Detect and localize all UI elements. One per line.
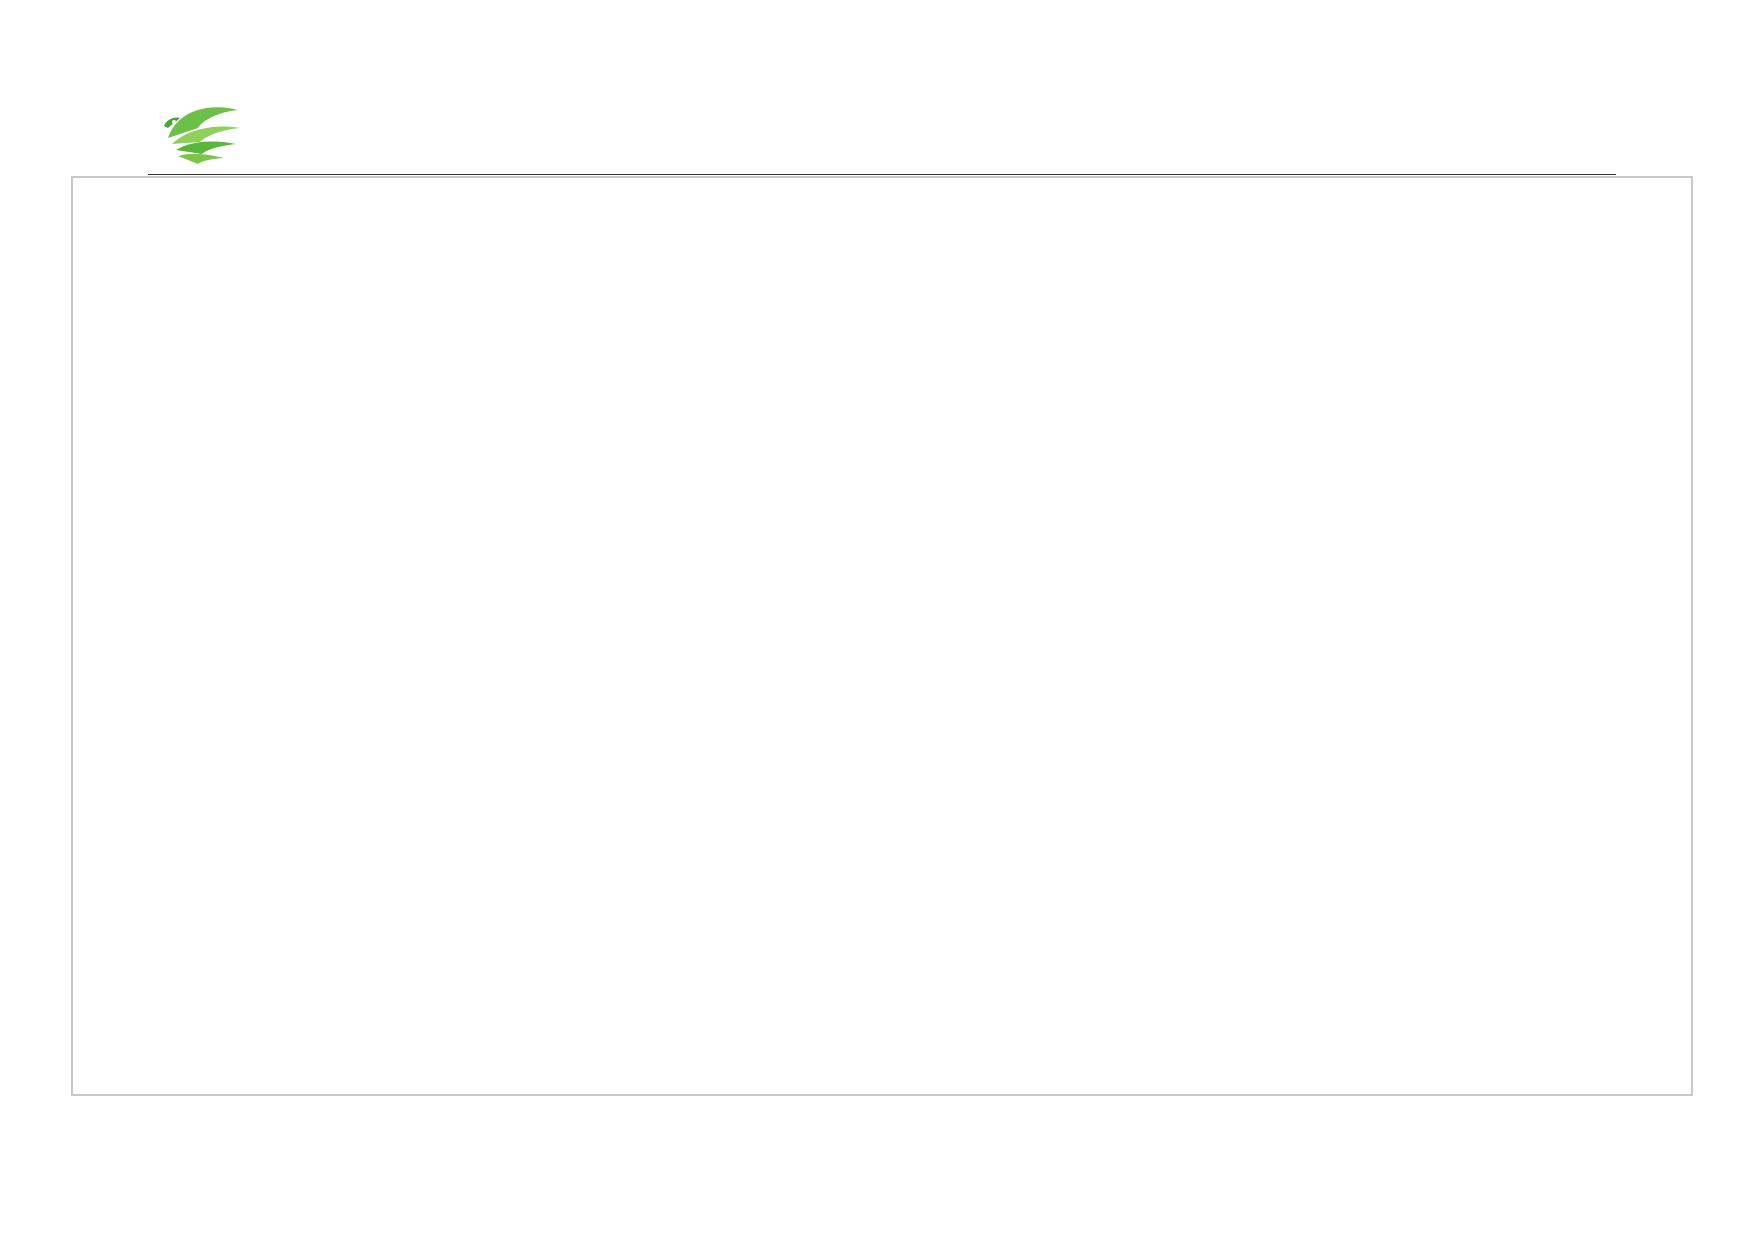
eagle-logo-icon [158,98,328,168]
company-logo [158,98,328,168]
header-divider [148,174,1616,175]
registration-table [71,176,1693,1096]
